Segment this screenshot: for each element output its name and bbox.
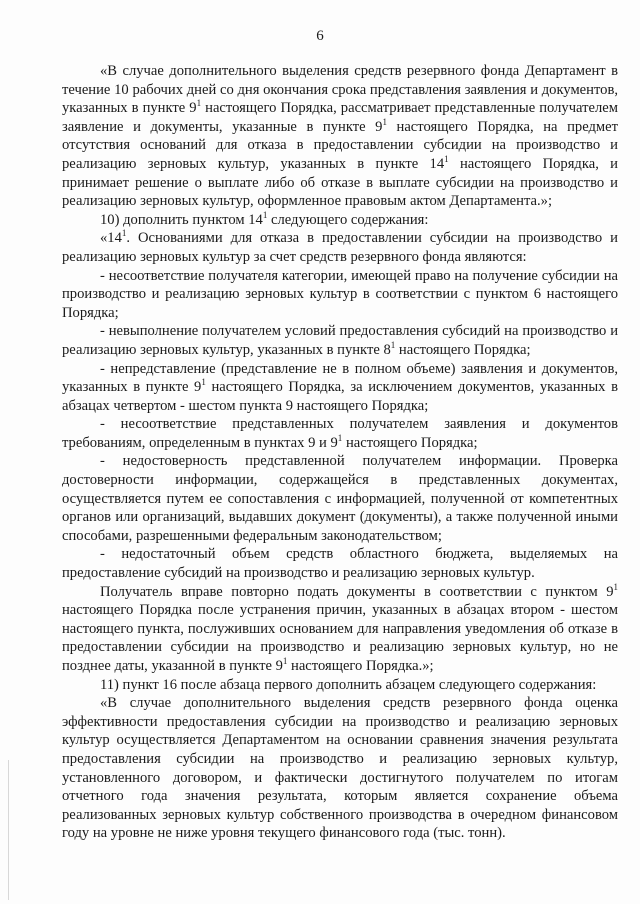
scan-edge-line — [8, 760, 9, 900]
paragraph-14-1-heading: «$14^1$. Основаниями для отказа в предоставлении субсидии на производство и реализацию зерновых культур за счет средств резервного фонда являются: — [62, 228, 618, 265]
list-item-conditions-not-met: - невыполнение получателем условий предоставления субсидий на производство и реализацию зерновых культур, указанных в пункте $8^1$ настоящего Порядка; — [62, 323, 618, 358]
list-item-documents-missing: - непредставление (представление не в полном объеме) заявления и документов, указанных в пункте $9^1$ настоящего Порядка, за исключением документов, указанных в абзацах четвертом - шестом пункта 9 настоящего Порядка; — [62, 360, 618, 414]
paragraph-item-10: 10) дополнить пунктом $14^1$ следующего содержания: — [100, 209, 429, 228]
paragraph-efficiency-evaluation: «В случае дополнительного выделения средств резервного фонда оценка эффективности предоставления субсидии на производство и реализацию зерновых культур осуществляется Департаментом на основании сравнения значения результата предоставления субсидии на производство и реализацию зерновых культур, установленного договором, и фактически достигнутого получателем по итогам отчетного года значения результата, которым является сохранение объема реализованных зерновых культур собственного производства в очередном финансовом году на уровне не ниже уровня текущего финансового года (тыс. тонн). — [62, 695, 618, 842]
list-item-inaccurate-info: - недостоверность представленной получателем информации. Проверка достоверности информации, содержащейся в представленных документах, осуществляется путем ее сопоставления с информацией, полученной от компетентных органов или организаций, выдавших документ (документы), а также полученной иными способами, разрешенными федеральным законодательством; — [62, 453, 618, 544]
list-item-insufficient-funds: - недостаточный объем средств областного бюджета, выделяемых на предоставление субсидий на производство и реализацию зерновых культур. — [62, 546, 618, 582]
document-body — [62, 62, 618, 843]
list-item-category-mismatch: - несоответствие получателя категории, имеющей право на получение субсидии на производство и реализацию зерновых культур в соответствии с пунктом 6 настоящего Порядка; — [62, 267, 618, 321]
list-item-requirements-mismatch: - несоответствие представленных получателем заявления и документов требованиям, определенным в пунктах 9 и $9^1$ настоящего Порядка; — [62, 416, 618, 451]
paragraph-resubmission: Получатель вправе повторно подать документы в соответствии с пунктом $9^1$ настоящего Порядка после устранения причин, указанных в абзацах втором - шестом настоящего пункта, послуживших основанием для направления уведомления об отказе в предоставлении субсидии на производство и реализацию зерновых культур, но не позднее даты, указанной в пункте $9^1$ настоящего Порядка.»; — [62, 581, 618, 674]
paragraph-item-11: 11) пункт 16 после абзаца первого дополнить абзацем следующего содержания: — [100, 676, 597, 693]
page-number: 6 — [316, 28, 324, 44]
paragraph-reserve-fund-review: «В случае дополнительного выделения средств резервного фонда Департамент в течение 10 рабочих дней со дня окончания срока представления заявления и документов, указанных в пункте $9^1$ настоящего Порядка, рассматривает представленные получателем заявление и документы, указанные в пункте $9^1$ настоящего Порядка, на предмет отсутствия оснований для отказа в предоставлении субсидии на производство и реализацию зерновых культур, указанных в пункте $14^1$ настоящего Порядка, и принимает решение о выплате либо об отказе в выплате субсидии на производство и реализацию зерновых культур, оформленное правовым актом Департамента.»; — [62, 63, 619, 210]
